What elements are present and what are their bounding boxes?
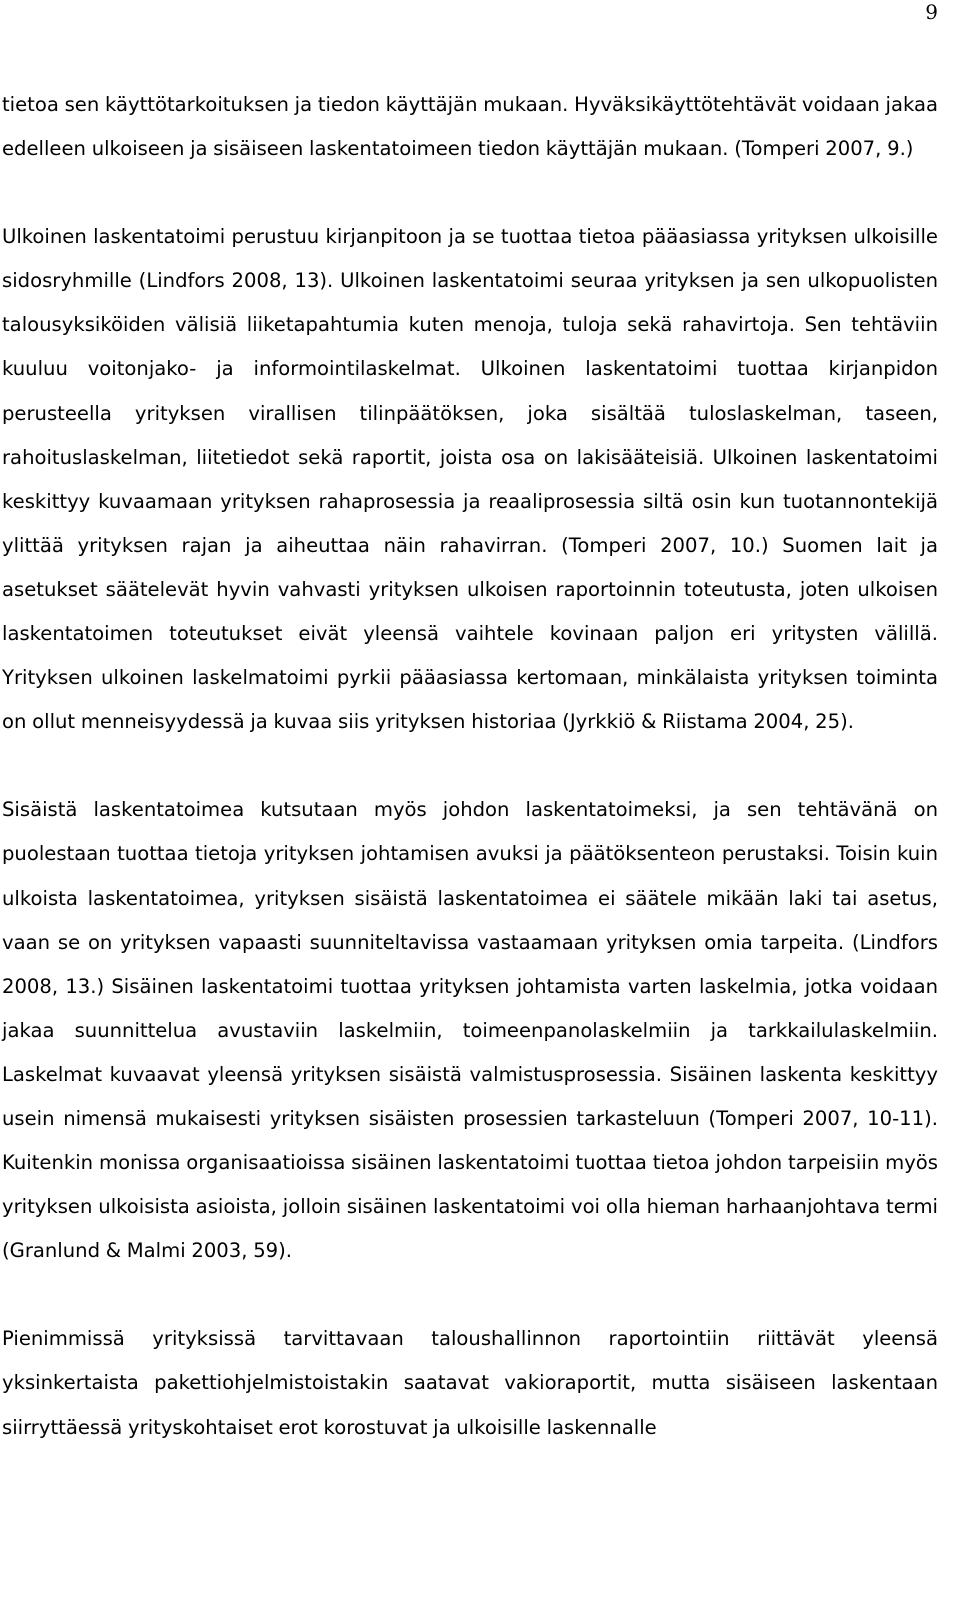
paragraph-internal-accounting: Sisäistä laskentatoimea kutsutaan myös johdon laskentatoimeksi, ja sen tehtävänä on puolestaan tuottaa tietoja yrityksen johtamisen avuksi ja päätöksenteon perustaksi. Toisin kuin ulkoista laskentatoimea, yrityksen sisäistä laskentatoimea ei säätele mikään laki tai asetus, vaan se on yrityksen vapaasti suunniteltavissa vastaamaan yrityksen omia tarpeita. (Lindfors 2008, 13.) Sisäinen laskentatoimi tuottaa yrityksen johtamista varten laskelmia, jotka voidaan jakaa suunnittelua avustaviin laskelmiin, toimeenpanolaskelmiin ja tarkkailulaskelmiin. Laskelmat kuvaavat yleensä yrityksen sisäistä valmistusprosessia. Sisäinen laskenta keskittyy usein nimensä mukaisesti yrityksen sisäisten prosessien tarkasteluun (Tomperi 2007, 10-11). Kuitenkin monissa organisaatioissa sisäinen laskentatoimi tuottaa tietoa johdon tarpeisiin myös yrityksen ulkoisista asioista, jolloin sisäinen laskentatoimi voi olla hieman harhaanjohtava termi (Granlund & Malmi 2003, 59). [2, 798, 938, 1263]
paragraph-gap [2, 1273, 938, 1317]
document-body [2, 83, 938, 1450]
paragraph-intro: tietoa sen käyttötarkoituksen ja tiedon käyttäjän mukaan. Hyväksikäyttötehtävät voidaan jakaa edelleen ulkoiseen ja sisäiseen laskentatoimeen tiedon käyttäjän mukaan. (Tomperi 2007, 9.) [2, 93, 938, 161]
paragraph-small-companies: Pienimmissä yrityksissä tarvittavaan taloushallinnon raportointiin riittävät yleensä yksinkertaista pakettiohjelmistoistakin saatavat vakioraportit, mutta sisäiseen laskentaan siirryttäessä yrityskohtaiset erot korostuvat ja ulkoisille laskennalle [2, 1327, 938, 1439]
page-number: 9 [925, 0, 938, 24]
paragraph-gap [2, 744, 938, 788]
paragraph-gap [2, 171, 938, 215]
paragraph-external-accounting: Ulkoinen laskentatoimi perustuu kirjanpitoon ja se tuottaa tietoa pääasiassa yrityksen ulkoisille sidosryhmille (Lindfors 2008, 13). Ulkoinen laskentatoimi seuraa yrityksen ja sen ulkopuolisten talousyksiköiden välisiä liiketapahtumia kuten menoja, tuloja sekä rahavirtoja. Sen tehtäviin kuuluu voitonjako- ja informointilaskelmat. Ulkoinen laskentatoimi tuottaa kirjanpidon perusteella yrityksen virallisen tilinpäätöksen, joka sisältää tuloslaskelman, taseen, rahoituslaskelman, liitetiedot sekä raportit, joista osa on lakisääteisiä. Ulkoinen laskentatoimi keskittyy kuvaamaan yrityksen rahaprosessia ja reaaliprosessia siltä osin kun tuotannontekijä ylittää yrityksen rajan ja aiheuttaa näin rahavirran. (Tomperi 2007, 10.) Suomen lait ja asetukset säätelevät hyvin vahvasti yrityksen ulkoisen raportoinnin toteutusta, joten ulkoisen laskentatoimen toteutukset eivät yleensä vaihtele kovinaan paljon eri yritysten välillä. Yrityksen ulkoinen laskelmatoimi pyrkii pääasiassa kertomaan, minkälaista yrityksen toiminta on ollut menneisyydessä ja kuvaa siis yrityksen historiaa (Jyrkkiö & Riistama 2004, 25). [2, 225, 938, 734]
